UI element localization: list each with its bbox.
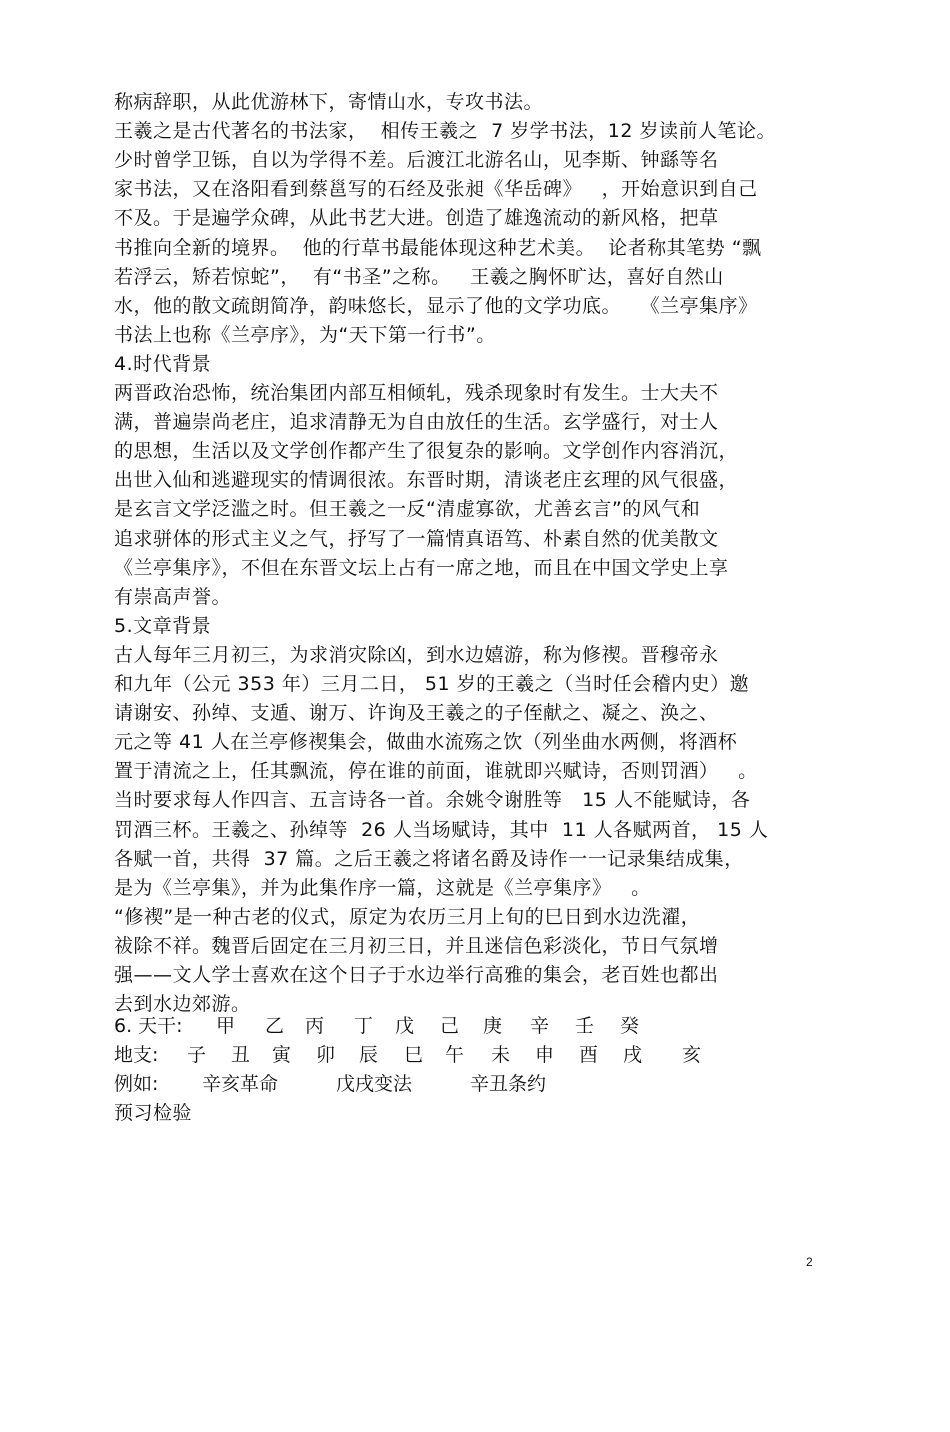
tiangan-label: 6. 天干: [114,1015,183,1037]
text-line: 《兰亭集序》，不但在东晋文坛上占有一席之地，而且在中国文学史上享 [114,557,729,579]
text-line: 两晋政治恐怖，统治集团内部互相倾轧，残杀现象时有发生。士大夫不 [114,382,719,404]
example-label: 例如: [114,1073,159,1095]
text-line: 出世入仙和逃避现实的情调很浓。东晋时期，清谈老庄玄理的风气很盛， [114,469,739,491]
text-line: 家书法，又在洛阳看到蔡邕写的石经及张昶《华岳碑》 ，开始意识到自己 [114,178,758,200]
dizhi-row [114,1042,702,1068]
tiangan-item: 丙 [305,1015,325,1037]
tiangan-item: 戊 [395,1015,415,1037]
dizhi-item: 亥 [682,1044,702,1066]
example-row [114,1071,547,1097]
text-line: 是玄言文学泛滥之时。但王羲之一反“清虚寡欲，尤善玄言”的风气和 [114,498,701,520]
text-line: 和九年（公元 353 年）三月二日， 51 岁的王羲之（当时任会稽内史）邀 [114,673,750,695]
text-line: 各赋一首，共得 37 篇。之后王羲之将诸名爵及诗作一一记录集结成集， [114,848,744,870]
text-line: 少时曾学卫铄，自以为学得不差。后渡江北游名山，见李斯、钟繇等名 [114,149,719,171]
text-line: 有崇高声誉。 [114,586,232,608]
tiangan-item: 癸 [620,1015,640,1037]
text-line: 4.时代背景 [114,353,212,375]
tiangan-item: 辛 [530,1015,550,1037]
dizhi-item: 未 [491,1044,511,1066]
dizhi-item: 寅 [272,1044,292,1066]
tiangan-item: 己 [440,1015,460,1037]
text-line: 不及。于是遍学众碑，从此书艺大进。创造了雄逸流动的新风格，把草 [114,207,719,229]
dizhi-item: 丑 [231,1044,251,1066]
text-line: 置于清流之上，任其飘流，停在谁的前面，谁就即兴赋诗，否则罚酒） 。 [114,760,758,782]
example-item: 辛亥革命 [202,1073,279,1095]
text-line: 是为《兰亭集》，并为此集作序一篇，这就是《兰亭集序》 。 [114,877,651,899]
tiangan-item: 庚 [483,1015,503,1037]
text-line: 书法上也称《兰亭序》，为“天下第一行书”。 [114,324,496,346]
text-line: 的思想，生活以及文学创作都产生了很复杂的影响。文学创作内容消沉， [114,440,739,462]
text-line: “修禊”是一种古老的仪式，原定为农历三月上旬的巳日到水边洗濯， [114,906,701,928]
tiangan-item: 乙 [265,1015,285,1037]
dizhi-item: 午 [445,1044,465,1066]
tiangan-item: 丁 [354,1015,374,1037]
text-line: 元之等 41 人在兰亭修禊集会，做曲水流殇之饮（列坐曲水两侧，将酒杯 [114,731,738,753]
page-number: 2 [806,1255,813,1269]
tiangan-row [114,1013,640,1039]
dizhi-item: 辰 [359,1044,379,1066]
tiangan-item: 甲 [216,1015,236,1037]
dizhi-item: 酉 [579,1044,599,1066]
dizhi-item: 戌 [623,1044,643,1066]
dizhi-item: 申 [535,1044,555,1066]
dizhi-item: 子 [187,1044,207,1066]
text-line: 当时要求每人作四言、五言诗各一首。余姚令谢胜等 15 人不能赋诗，各 [114,789,751,811]
tiangan-item: 壬 [575,1015,595,1037]
text-line: 5.文章背景 [114,615,212,637]
text-line: 称病辞职，从此优游林下，寄情山水，专攻书法。 [114,91,544,113]
dizhi-label: 地支: [114,1044,159,1066]
text-line: 满，普遍崇尚老庄，追求清静无为自由放任的生活。玄学盛行，对士人 [114,411,719,433]
example-item: 辛丑条约 [470,1073,547,1095]
text-line: 追求骈体的形式主义之气，抒写了一篇情真语笃、朴素自然的优美散文 [114,528,719,550]
example-item: 戊戌变法 [336,1073,413,1095]
text-line: 若浮云，矫若惊蛇”， 有“书圣”之称。 王羲之胸怀旷达，喜好自然山 [114,266,724,288]
closing-line: 预习检验 [114,1102,193,1124]
text-line: 王羲之是古代著名的书法家， 相传王羲之 7 岁学书法，12 岁读前人笔论。 [114,120,777,142]
text-line: 强——文人学士喜欢在这个日子于水边举行高雅的集会，老百姓也都出 [114,964,719,986]
dizhi-item: 卯 [316,1044,336,1066]
text-line: 古人每年三月初三，为求消灾除凶，到水边嬉游，称为修禊。晋穆帝永 [114,644,719,666]
text-line: 祓除不祥。魏晋后固定在三月初三日，并且迷信色彩淡化，节日气氛增 [114,935,719,957]
text-line: 罚酒三杯。王羲之、孙绰等 26 人当场赋诗，其中 11 人各赋两首， 15 人 [114,819,769,841]
text-line: 水，他的散文疏朗简净，韵味悠长，显示了他的文学功底。 《兰亭集序》 [114,295,758,317]
text-line: 去到水边郊游。 [114,993,251,1015]
text-line: 书推向全新的境界。 他的行草书最能体现这种艺术美。 论者称其笔势 “飘 [114,237,762,259]
text-line: 请谢安、孙绰、支遁、谢万、许询及王羲之的子侄献之、凝之、涣之、 [114,702,719,724]
dizhi-item: 巳 [404,1044,424,1066]
